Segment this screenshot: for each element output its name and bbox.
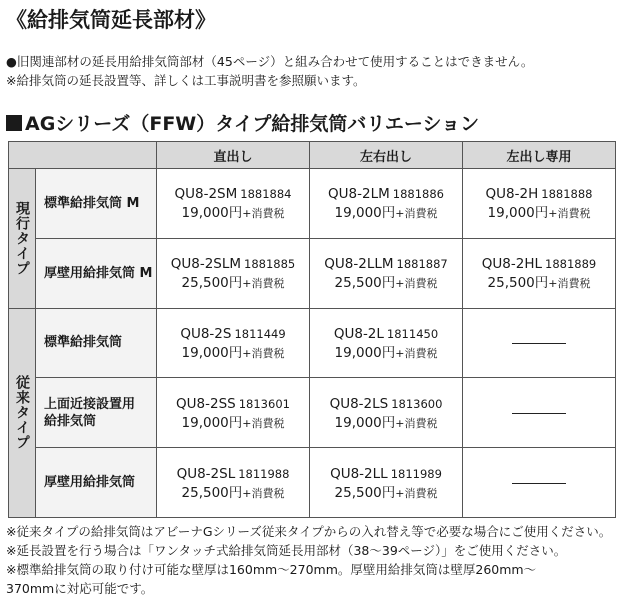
page-title: 《給排気筒延長部材》 (6, 8, 216, 32)
product-cell: QU8-2LLM 1881887 25,500円+消費税 (310, 238, 463, 308)
product-cell: QU8-2LL 1811989 25,500円+消費税 (310, 448, 463, 518)
not-available-cell (463, 448, 616, 518)
dash-line (512, 483, 566, 484)
row-label: 標準給排気筒 M (36, 169, 157, 239)
product-cell: QU8-2S 1811449 19,000円+消費税 (157, 308, 310, 378)
table-header-row (9, 142, 616, 169)
note-line: ※給排気筒の延長設置等、詳しくは工事説明書を参照願います。 (6, 73, 366, 88)
dash-line (512, 343, 566, 344)
footnote-line: ※従来タイプの給排気筒はアビーナGシリーズ従来タイプからの入れ替え等で必要な場合にご使用ください。 (6, 524, 612, 539)
product-cell: QU8-2SLM 1881885 25,500円+消費税 (157, 238, 310, 308)
not-available-cell (463, 308, 616, 378)
section-title (6, 109, 479, 136)
column-header: 左出し専用 (463, 142, 616, 169)
table-row (9, 308, 616, 378)
footnote-line: ※標準給排気筒の取り付け可能な壁厚は160mm〜270mm。厚壁用給排気筒は壁厚260mm〜 (6, 562, 537, 577)
header-corner (9, 142, 157, 169)
table-row (9, 448, 616, 518)
section-title-text: AGシリーズ（FFW）タイプ給排気筒バリエーション (25, 113, 480, 135)
product-cell: QU8-2SL 1811988 25,500円+消費税 (157, 448, 310, 518)
product-cell: QU8-2LS 1813600 19,000円+消費税 (310, 378, 463, 448)
table-row (9, 169, 616, 239)
column-header: 左右出し (310, 142, 463, 169)
product-cell: QU8-2SS 1813601 19,000円+消費税 (157, 378, 310, 448)
square-bullet-icon (6, 115, 22, 131)
group-label-current: 現行タイプ (9, 169, 36, 309)
product-cell: QU8-2HL 1881889 25,500円+消費税 (463, 238, 616, 308)
row-label: 厚壁用給排気筒 (36, 448, 157, 518)
column-header: 直出し (157, 142, 310, 169)
row-label: 標準給排気筒 (36, 308, 157, 378)
footnote-line: ※延長設置を行う場合は「ワンタッチ式給排気筒延長用部材（38〜39ページ）」をご使用ください。 (6, 543, 567, 558)
product-cell: QU8-2L 1811450 19,000円+消費税 (310, 308, 463, 378)
not-available-cell (463, 378, 616, 448)
row-label: 上面近接設置用 給排気筒 (36, 378, 157, 448)
table-row (9, 378, 616, 448)
footnote-line: 370mmに対応可能です。 (6, 581, 154, 596)
table-row (9, 238, 616, 308)
product-cell: QU8-2SM 1881884 19,000円+消費税 (157, 169, 310, 239)
row-label: 厚壁用給排気筒 M (36, 238, 157, 308)
product-cell: QU8-2H 1881888 19,000円+消費税 (463, 169, 616, 239)
product-cell: QU8-2LM 1881886 19,000円+消費税 (310, 169, 463, 239)
dash-line (512, 413, 566, 414)
variation-table (8, 141, 616, 518)
group-label-legacy: 従来タイプ (9, 308, 36, 517)
note-line: ●旧関連部材の延長用給排気筒部材（45ページ）と組み合わせて使用することはできません。 (6, 54, 534, 69)
